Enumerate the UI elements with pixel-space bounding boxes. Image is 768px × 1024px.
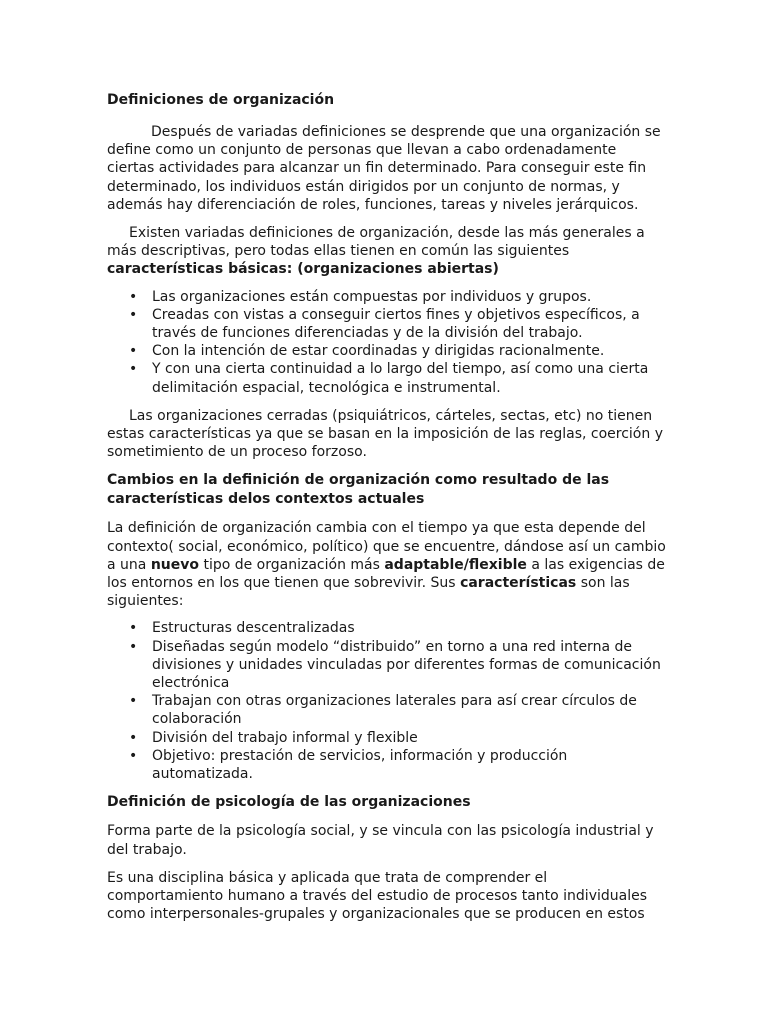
bullet-icon: • [129, 288, 138, 305]
list-item [107, 692, 667, 728]
paragraph-cerradas: Las organizaciones cerradas (psiquiátricos, cárteles, sectas, etc) no tienen estas características ya que se basan en la imposición de las reglas, coerción y sometimiento de un proceso forzoso. [107, 407, 663, 461]
list-organizaciones-abiertas [107, 288, 667, 397]
paragraph-text: La definición de organización cambia con el tiempo ya que esta depende del contexto( social, económico, político) que se encuentre, dándose así un cambio a una [107, 520, 666, 573]
paragraph-text: tipo de organización más [199, 556, 385, 573]
list-item-text: Estructuras descentralizadas [152, 620, 355, 637]
list-item [107, 342, 667, 360]
heading-definiciones: Definiciones de organización [107, 92, 335, 108]
list-item [107, 638, 667, 693]
list-item [107, 747, 667, 783]
bullet-icon: • [129, 306, 138, 323]
list-item-text: Diseñadas según modelo “distribuido” en torno a una red interna de divisiones y unidades vinculadas por diferentes formas de comunicación electrónica [152, 638, 661, 692]
paragraph-intro: Después de variadas definiciones se desprende que una organización se define como un conjunto de personas que llevan a cabo ordenadamente ciertas actividades para alcanzar un fin determinado. Para conseguir este fin determinado, los individuos están dirigidos por un conjunto de normas, y además hay diferenciación de roles, funciones, tareas y niveles jerárquicos. [107, 124, 661, 213]
list-item-text: Objetivo: prestación de servicios, información y producción automatizada. [152, 747, 568, 783]
list-item-text: Trabajan con otras organizaciones laterales para así crear círculos de colaboración [152, 693, 637, 728]
document-body [107, 91, 667, 923]
list-item-text: División del trabajo informal y flexible [152, 729, 418, 746]
list-caracteristicas-actuales [107, 619, 667, 783]
paragraph-text: a las exigencias de los entornos en los que tienen que sobrevivir. Sus [107, 556, 665, 592]
list-item-text: Y con una cierta continuidad a lo largo del tiempo, así como una cierta delimitación espacial, tecnológica e instrumental. [152, 361, 649, 396]
paragraph-caracteristicas [107, 224, 667, 279]
paragraph-text: son las siguientes: [107, 575, 630, 610]
bold-adaptable: adaptable/flexible [384, 556, 527, 573]
heading-cambios: Cambios en la definición de organización como resultado de las características delos contextos actuales [107, 472, 610, 508]
caracteristicas-basicas-bold: características básicas: (organizaciones abiertas) [107, 261, 499, 278]
list-item [107, 619, 667, 637]
bullet-icon: • [129, 747, 138, 764]
paragraph-psicologia-social: Forma parte de la psicología social, y se vincula con las psicología industrial y del trabajo. [107, 823, 654, 858]
list-item-text: Las organizaciones están compuestas por individuos y grupos. [152, 288, 592, 305]
list-item [107, 306, 667, 342]
bold-nuevo: nuevo [150, 556, 199, 573]
list-item [107, 288, 667, 306]
list-item [107, 729, 667, 747]
list-item-text: Creadas con vistas a conseguir ciertos fines y objetivos específicos, a través de funciones diferenciadas y de la división del trabajo. [152, 306, 640, 342]
list-item-text: Con la intención de estar coordinadas y dirigidas racionalmente. [152, 343, 605, 360]
bullet-icon: • [129, 361, 138, 378]
paragraph-caracteristicas-text: Existen variadas definiciones de organización, desde las más generales a más descriptivas, pero todas ellas tienen en común las siguientes [107, 225, 645, 260]
paragraph-cambios [107, 519, 667, 610]
list-item [107, 360, 667, 396]
bullet-icon: • [129, 729, 138, 746]
bullet-icon: • [129, 638, 138, 655]
paragraph-disciplina: Es una disciplina básica y aplicada que trata de comprender el comportamiento humano a través del estudio de procesos tanto individuales como interpersonales-grupales y organizacionales que se producen en estos [107, 869, 648, 923]
bullet-icon: • [129, 343, 138, 360]
bold-caracteristicas: características [460, 575, 577, 592]
bullet-icon: • [129, 620, 138, 637]
heading-psicologia: Definición de psicología de las organizaciones [107, 794, 471, 811]
bullet-icon: • [129, 693, 138, 710]
